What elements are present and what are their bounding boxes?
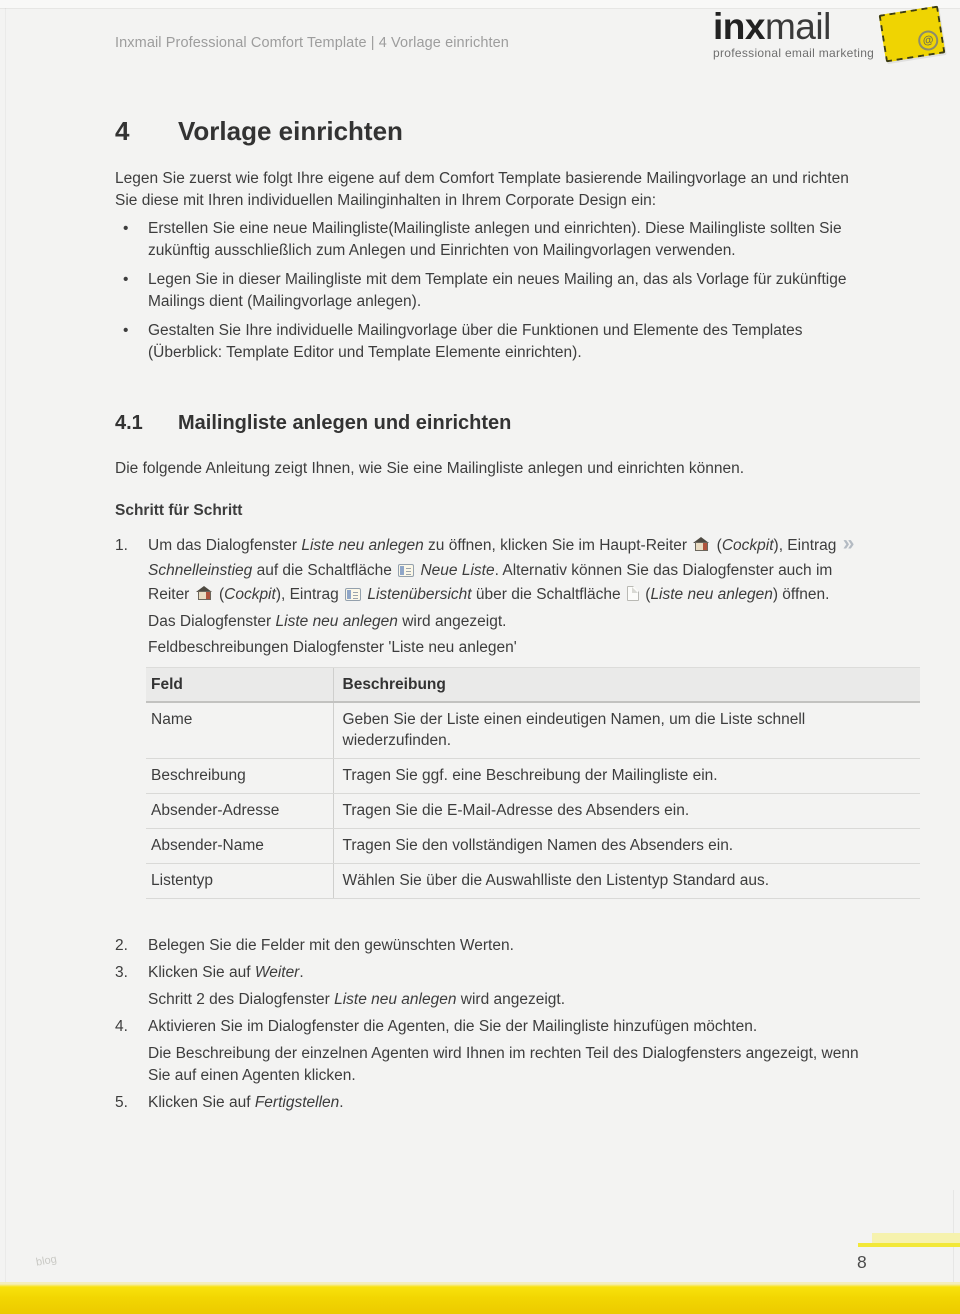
footer-yellow-bar — [0, 1282, 960, 1314]
column-header-feld: Feld — [146, 667, 333, 702]
step-4 — [115, 1016, 870, 1038]
bullet-item: • Erstellen Sie eine neue Mailingliste(Mailingliste anlegen und einrichten). Diese Mailingliste sollten Sie zukünftig ausschließlich zum Anlegen und Einrichten von Mailingvorlagen verwenden. — [115, 218, 870, 262]
step-number: 2. — [115, 936, 128, 954]
step-text: Aktivieren Sie im Dialogfenster die Agenten, die Sie der Mailingliste hinzufügen möchten. — [148, 1017, 758, 1035]
table-caption: Feldbeschreibungen Dialogfenster 'Liste neu anlegen' — [148, 638, 517, 656]
footer-yellow-line — [858, 1243, 960, 1247]
at-sign-icon: @ — [917, 29, 940, 52]
subsection-number: 4.1 — [115, 412, 143, 434]
footer-pale-yellow-strip — [872, 1233, 960, 1243]
table-row — [146, 793, 920, 828]
bullet-item: • Gestalten Sie Ihre individuelle Mailingvorlage über die Funktionen und Elemente des Templates (Überblick: Template Editor und Template Elemente einrichten). — [115, 320, 870, 364]
table-row — [146, 863, 920, 898]
step-1 — [115, 534, 870, 608]
step-5 — [115, 1092, 870, 1114]
new-page-icon — [627, 586, 639, 601]
envelope-icon — [879, 6, 946, 63]
step-text: Belegen Sie die Felder mit den gewünschten Werten. — [148, 936, 514, 954]
step-2 — [115, 935, 870, 957]
inxmail-logo — [713, 6, 948, 60]
bullet-item: • Legen Sie in dieser Mailingliste mit dem Template ein neues Mailing an, das als Vorlage für zukünftige Mailings dient (Mailingvorlage anlegen). — [115, 269, 870, 313]
logo-wordmark — [713, 8, 874, 60]
list-icon — [398, 564, 414, 577]
field-cell: Beschreibung — [146, 758, 333, 793]
steps-2-to-5 — [115, 935, 870, 1114]
watermark-text: blog — [35, 1253, 58, 1269]
description-cell: Geben Sie der Liste einen eindeutigen Namen, um die Liste schnell wiederzufinden. — [333, 702, 920, 759]
logo-name-bold: inx — [713, 6, 765, 47]
section-number: 4 — [115, 116, 130, 146]
intro-paragraph: Legen Sie zuerst wie folgt Ihre eigene auf dem Comfort Template basierende Mailingvorlage an und richten Sie diese mit Ihren individuellen Mailinginhalten in Ihrem Corporate Design ein: — [115, 170, 849, 209]
description-cell: Tragen Sie ggf. eine Beschreibung der Mailingliste ein. — [333, 758, 920, 793]
table-row — [146, 702, 920, 759]
step-text: Klicken Sie auf Weiter. — [148, 963, 304, 981]
step-by-step-heading: Schritt für Schritt — [115, 502, 243, 519]
step-number: 3. — [115, 963, 128, 981]
subsection-heading — [115, 410, 870, 436]
page-number: 8 — [857, 1252, 867, 1272]
field-cell: Absender-Name — [146, 828, 333, 863]
section-heading — [115, 114, 870, 148]
step-number: 5. — [115, 1093, 128, 1111]
document-content — [115, 114, 870, 1119]
step-number: 4. — [115, 1017, 128, 1035]
cockpit-icon — [693, 537, 710, 552]
quick-start-icon — [843, 534, 855, 559]
field-cell: Absender-Adresse — [146, 793, 333, 828]
list-icon — [345, 588, 361, 601]
column-header-beschreibung: Beschreibung — [333, 667, 920, 702]
step-4-note: Die Beschreibung der einzelnen Agenten wird Ihnen im rechten Teil des Dialogfensters angezeigt, wenn Sie auf einen Agenten klicken. — [148, 1044, 859, 1084]
step-text: Klicken Sie auf Fertigstellen. — [148, 1093, 344, 1111]
step-number: 1. — [115, 537, 128, 554]
intro-bullet-list — [115, 218, 870, 364]
field-cell: Name — [146, 702, 333, 759]
table-header-row — [146, 667, 920, 702]
step-3 — [115, 962, 870, 984]
step-text: Um das Dialogfenster Liste neu anlegen zu öffnen, klicken Sie im Haupt-Reiter (Cockpit), Eintrag » Schnelleinstieg auf die Schaltfläche Neue Liste. Alternativ können Sie das Dialogfenster auch im Reiter (Cockpit), Eintrag Listenübersicht über die Schaltfläche (Liste neu anlegen) öffnen. — [148, 534, 870, 608]
page-left-edge — [5, 8, 6, 1314]
subsection-title: Mailingliste anlegen und einrichten — [178, 412, 512, 434]
table-row — [146, 828, 920, 863]
step-3-result: Schritt 2 des Dialogfenster Liste neu anlegen wird angezeigt. — [148, 990, 566, 1008]
field-cell: Listentyp — [146, 863, 333, 898]
logo-name-light: mail — [764, 6, 831, 47]
description-cell: Tragen Sie den vollständigen Namen des Absenders ein. — [333, 828, 920, 863]
section-title: Vorlage einrichten — [178, 116, 403, 146]
description-cell: Tragen Sie die E-Mail-Adresse des Absenders ein. — [333, 793, 920, 828]
step-1-result: Das Dialogfenster Liste neu anlegen wird angezeigt. — [148, 612, 507, 630]
running-header: Inxmail Professional Comfort Template | 4 Vorlage einrichten — [115, 35, 509, 51]
subsection-lead: Die folgende Anleitung zeigt Ihnen, wie Sie eine Mailingliste anlegen und einrichten können. — [115, 460, 745, 477]
cockpit-icon — [196, 586, 213, 601]
logo-name — [713, 8, 874, 46]
field-description-table — [146, 667, 920, 899]
table-row — [146, 758, 920, 793]
description-cell: Wählen Sie über die Auswahlliste den Listentyp Standard aus. — [333, 863, 920, 898]
logo-tagline: professional email marketing — [713, 46, 875, 60]
